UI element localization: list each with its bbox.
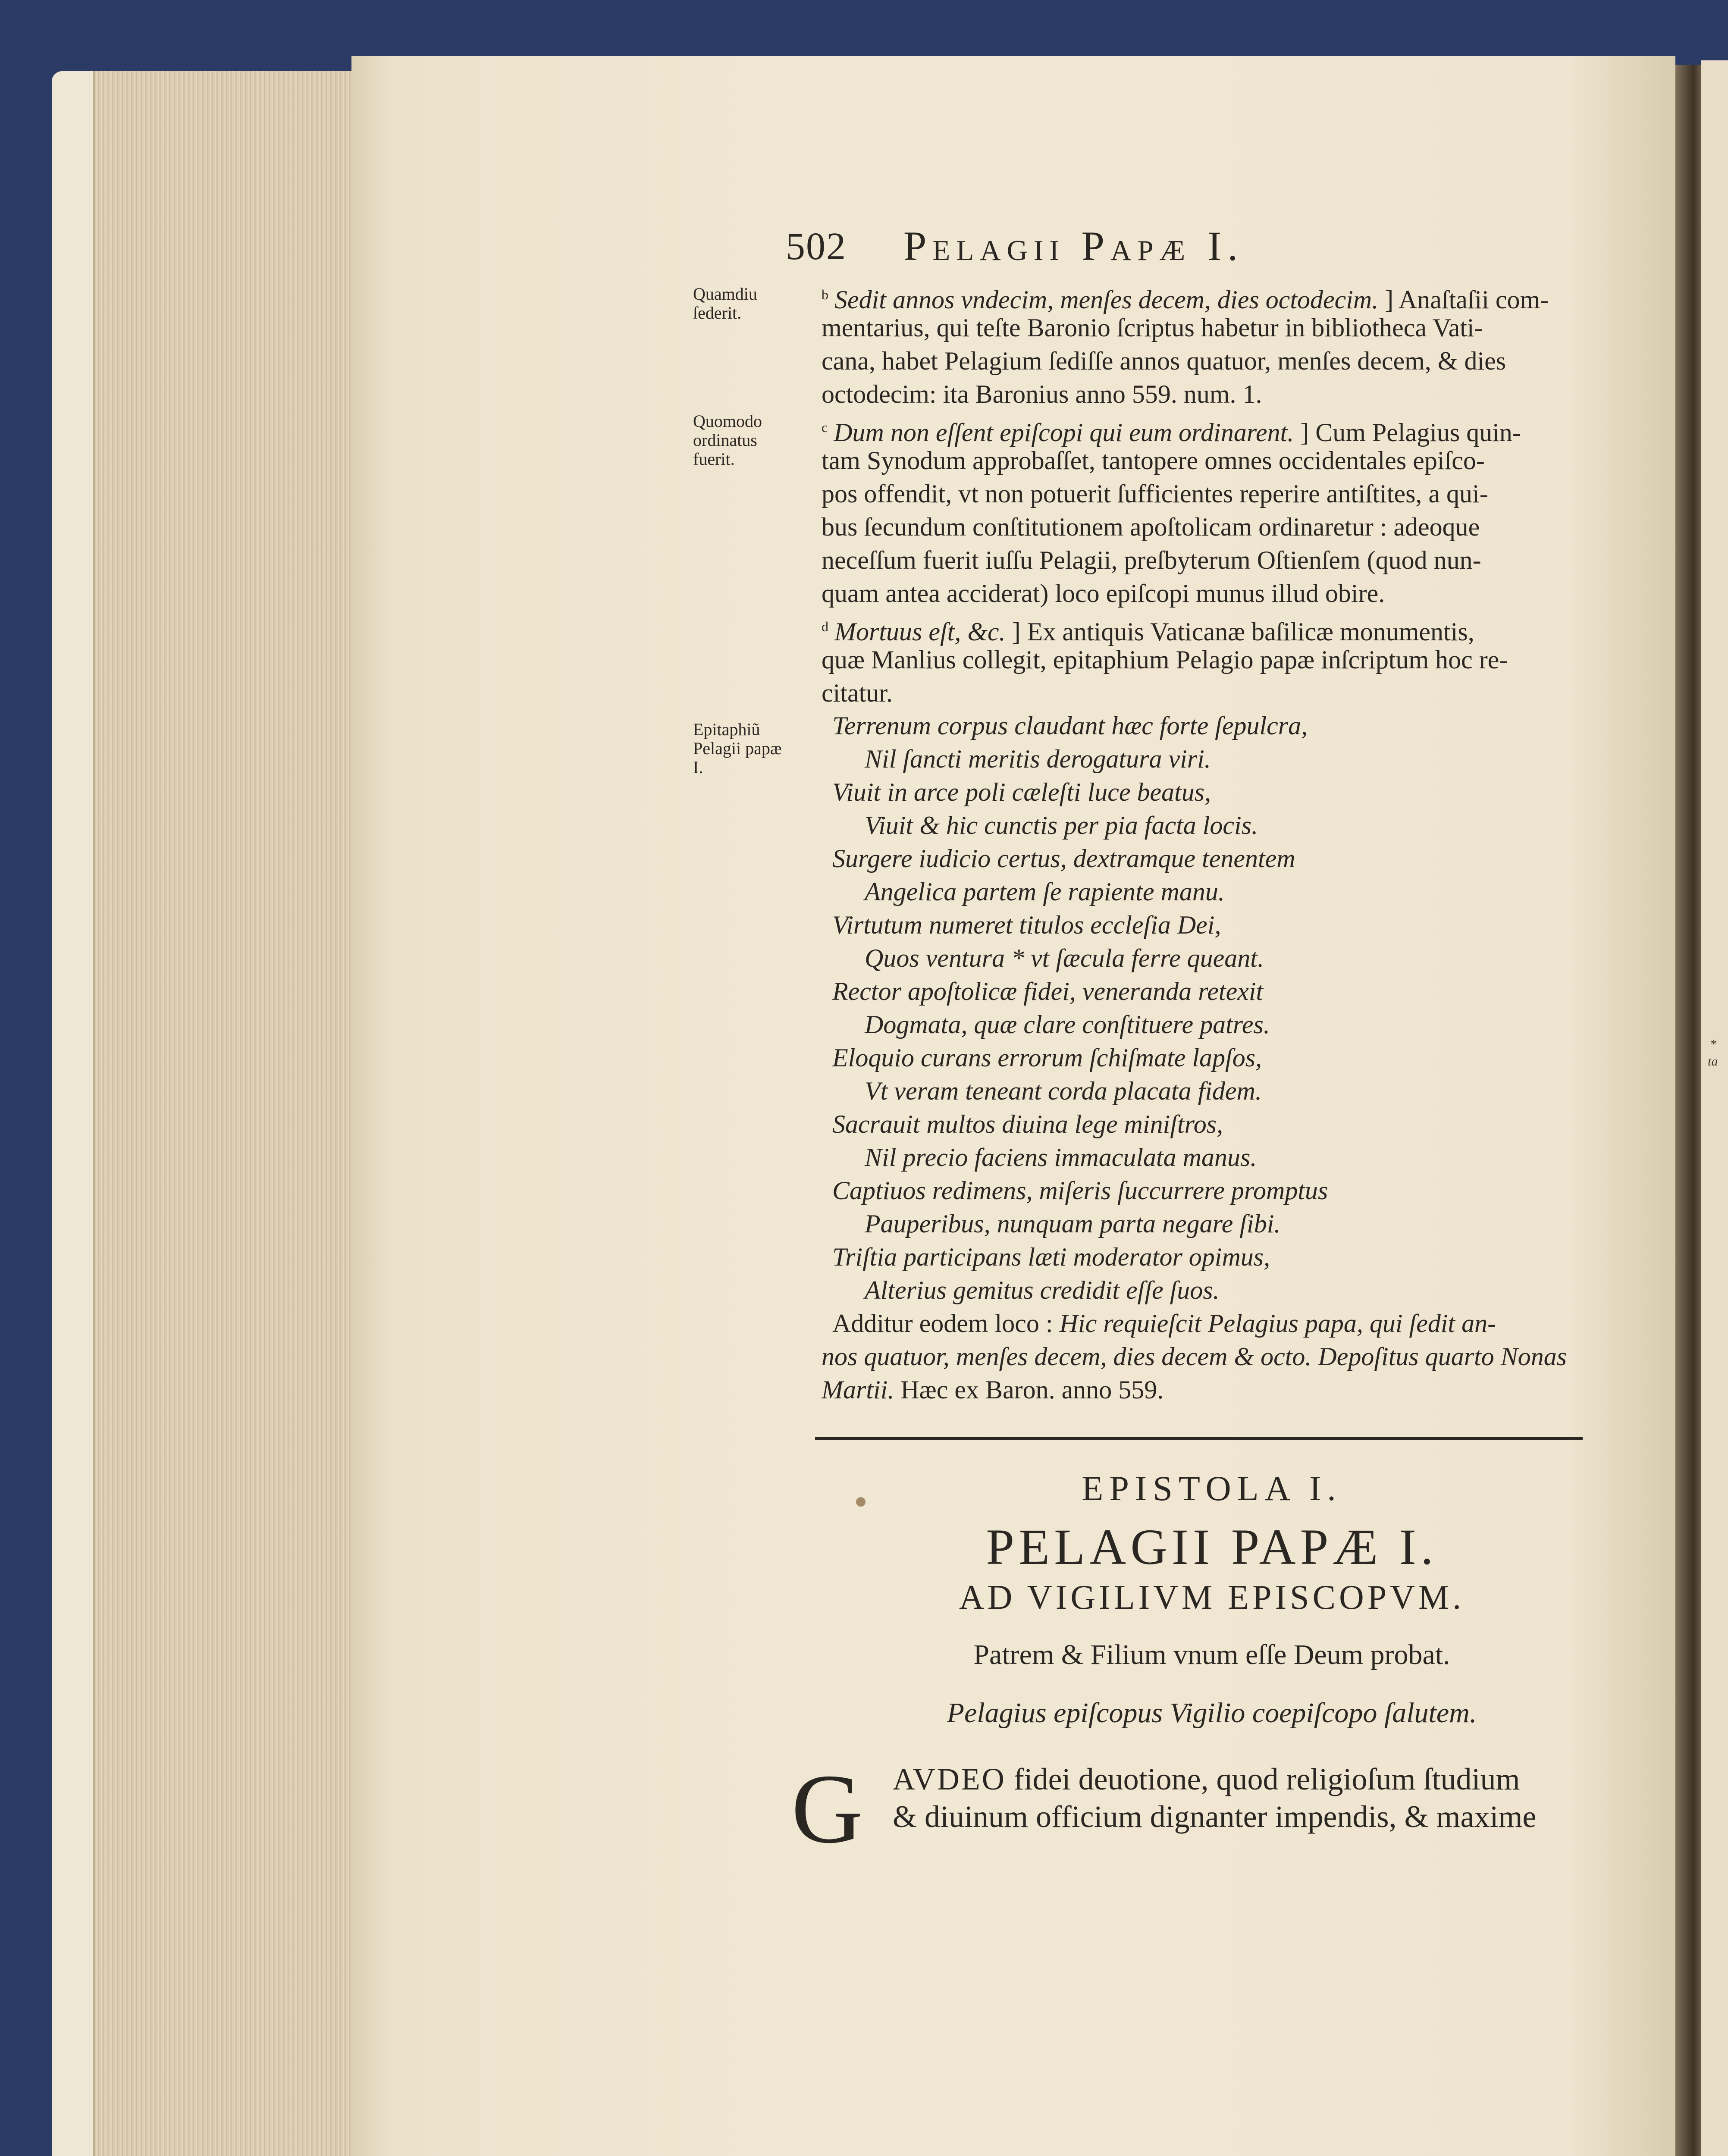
note-line: citatur. [822, 679, 893, 707]
note-line: $^d$ Mortuus eſt, &c. ] Ex antiquis Vaticanæ baſilicæ monumentis, [822, 617, 1474, 646]
note-line: octodecim: ita Baronius anno 559. num. 1. [822, 380, 1262, 408]
note-line: quam antea acciderat) loco epiſcopi munus illud obire. [822, 579, 1385, 608]
margin-note: Epitaphiũ Pelagii papæ I. [693, 720, 782, 777]
poem-line: Terrenum corpus claudant hæc forte ſepulcra, [832, 711, 1308, 740]
page-number: 502 [786, 225, 847, 268]
text-line: nos quatuor, menſes decem, dies decem & octo. Depoſitus quarto Nonas [822, 1342, 1567, 1371]
note-line: bus ſecundum conſtitutionem apoſtolicam ordinaretur : adeoque [822, 513, 1480, 541]
next-page-edge [1701, 60, 1728, 2156]
note-line: mentarius, qui teſte Baronio ſcriptus habetur in bibliotheca Vati- [822, 313, 1483, 342]
epistle-label: EPISTOLA I. [1082, 1469, 1342, 1508]
text-line: Martii. Hæc ex Baron. anno 559. [822, 1376, 1164, 1404]
poem-line: Quos ventura * vt ſæcula ferre queant. [865, 944, 1264, 972]
note-line: $^b$ Sedit annos vndecim, menſes decem, dies octodecim. ] Anaſtaſii com- [822, 285, 1549, 314]
next-page-mark: ta [1708, 1054, 1718, 1069]
poem-line: Nil precio faciens immaculata manus. [865, 1143, 1257, 1172]
poem-line: Sacrauit multos diuina lege miniſtros, [832, 1110, 1223, 1138]
epistle-salutation: Pelagius epiſcopus Vigilio coepiſcopo ſalutem. [947, 1697, 1477, 1729]
note-line: neceſſum fuerit iuſſu Pelagii, preſbyterum Oſtienſem (quod nun- [822, 546, 1481, 574]
section-rule [815, 1437, 1583, 1440]
text-line: AVDEO fidei deuotione, quod religioſum ſtudium [893, 1762, 1520, 1796]
poem-line: Viuit & hic cunctis per pia facta locis. [865, 811, 1258, 840]
next-page-mark: * [1710, 1037, 1716, 1051]
poem-line: Virtutum numeret titulos eccleſia Dei, [832, 911, 1221, 939]
note-line: pos offendit, vt non potuerit ſufficientes reperire antiſtites, a qui- [822, 479, 1488, 508]
margin-note: Quamdiu ſederit. [693, 284, 757, 323]
margin-note: Quomodo ordinatus fuerit. [693, 411, 762, 469]
text-line: & diuinum officium dignanter impendis, & maxime [893, 1799, 1537, 1834]
poem-line: Vt veram teneant corda placata fidem. [865, 1077, 1262, 1105]
poem-line: Angelica partem ſe rapiente manu. [865, 877, 1225, 906]
poem-line: Triſtia participans læti moderator opimus, [832, 1243, 1270, 1271]
page-edges [93, 71, 355, 2156]
note-line: $^c$ Dum non eſſent epiſcopi qui eum ordinarent. ] Cum Pelagius quin- [822, 418, 1521, 447]
note-line: tam Synodum approbaſſet, tantopere omnes occidentales epiſco- [822, 446, 1485, 475]
epistle-summary: Patrem & Filium vnum eſſe Deum probat. [973, 1639, 1450, 1670]
poem-line: Dogmata, quæ clare conſtituere patres. [865, 1010, 1270, 1039]
running-head: Pelagii Papæ I. [903, 223, 1244, 269]
poem-line: Alterius gemitus credidit eſſe ſuos. [865, 1276, 1220, 1304]
poem-line: Viuit in arce poli cæleſti luce beatus, [832, 778, 1211, 806]
poem-line: Captiuos redimens, miſeris ſuccurrere promptus [832, 1176, 1328, 1205]
book-gutter [1675, 65, 1701, 2156]
poem-line: Nil ſancti meritis derogatura viri. [865, 745, 1211, 773]
poem-line: Surgere iudicio certus, dextramque tenentem [832, 844, 1295, 873]
poem-line: Eloquio curans errorum ſchiſmate lapſos, [832, 1044, 1262, 1072]
epistle-address: AD VIGILIVM EPISCOPVM. [959, 1579, 1465, 1617]
poem-line: Pauperibus, nunquam parta negare ſibi. [865, 1210, 1281, 1238]
drop-cap: G [791, 1754, 863, 1864]
poem-line: Rector apoſtolicæ fidei, veneranda retexit [832, 977, 1264, 1006]
note-line: quæ Manlius collegit, epitaphium Pelagio papæ inſcriptum hoc re- [822, 646, 1508, 674]
note-line: cana, habet Pelagium ſediſſe annos quatuor, menſes decem, & dies [822, 347, 1506, 375]
text-line: Additur eodem loco : Hic requieſcit Pelagius papa, qui ſedit an- [832, 1309, 1496, 1338]
epistle-title: PELAGII PAPÆ I. [986, 1519, 1438, 1575]
